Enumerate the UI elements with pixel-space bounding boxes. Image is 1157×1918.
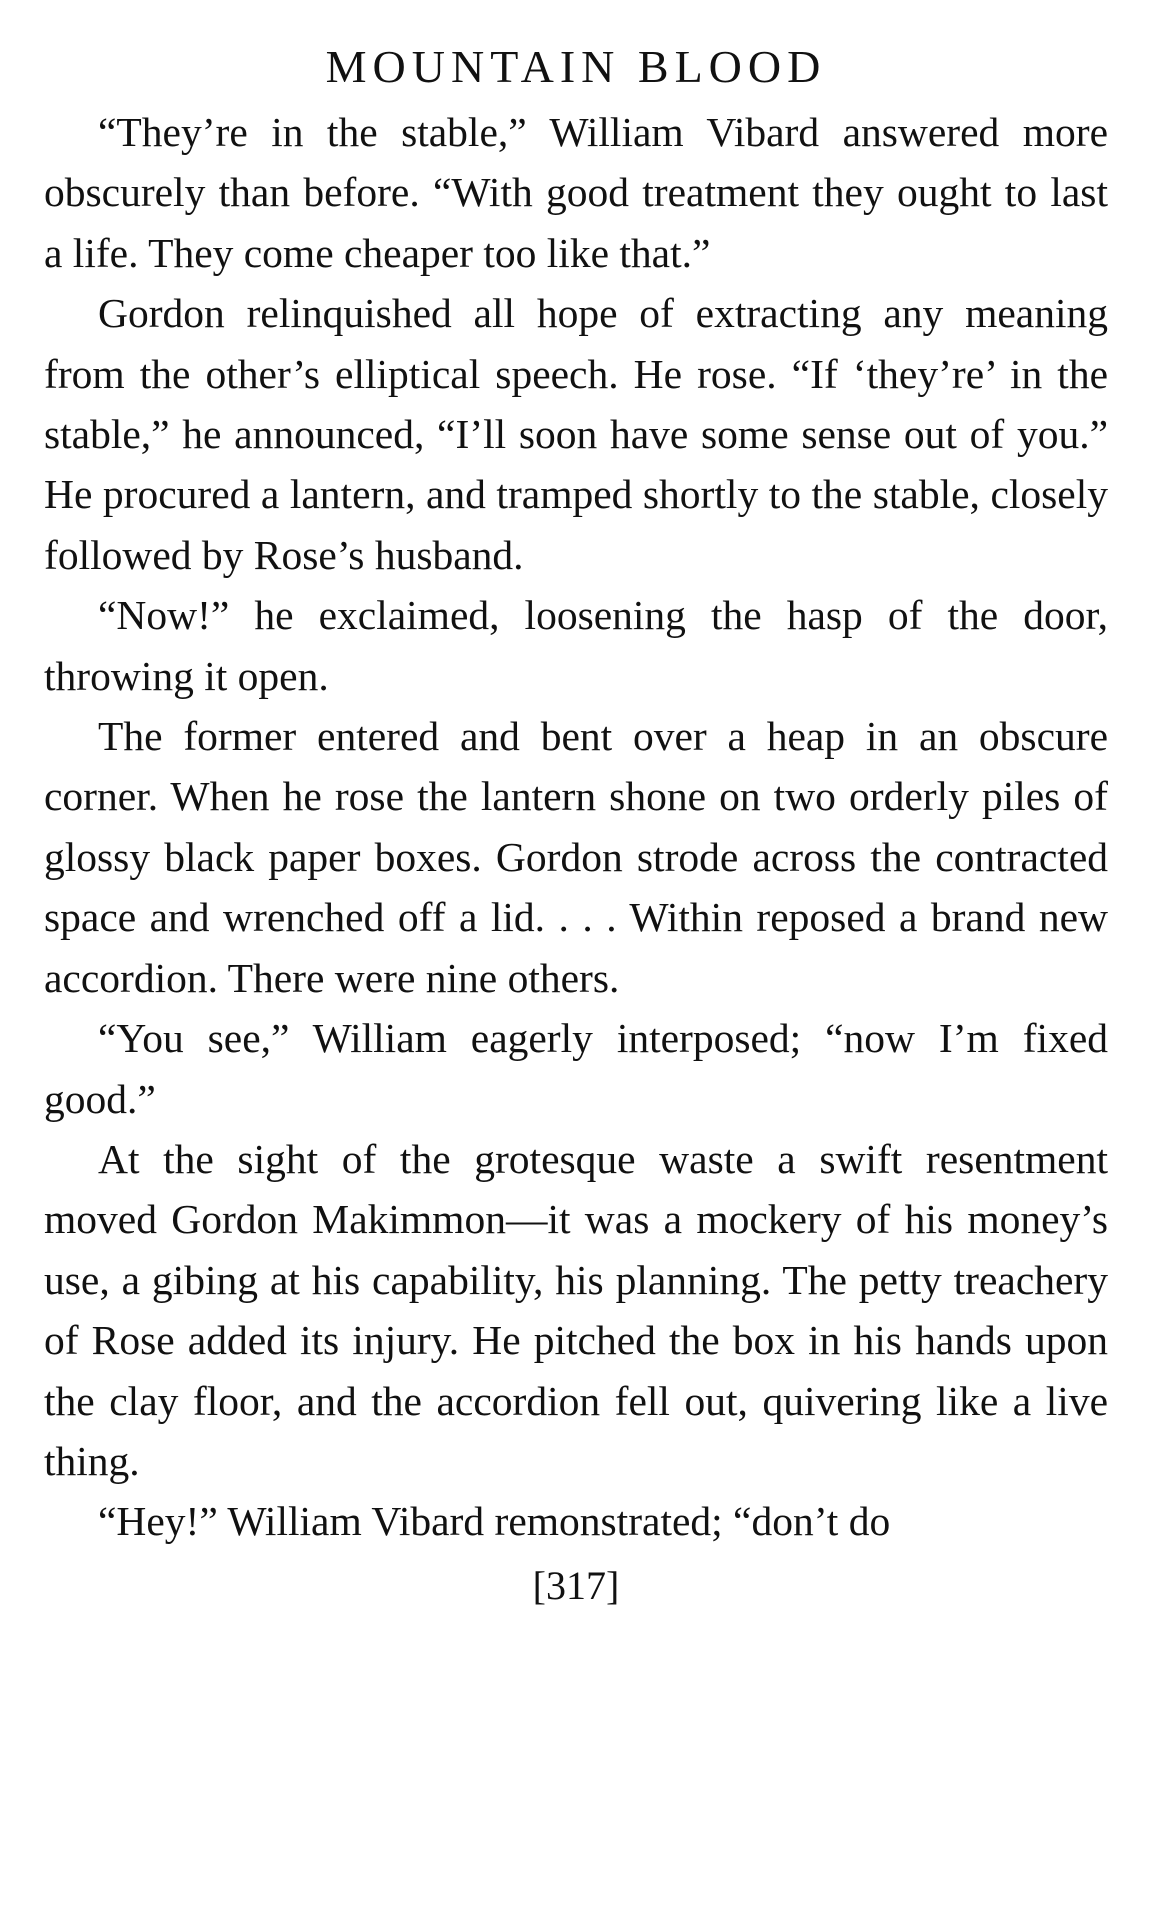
paragraph-6: At the sight of the grotesque waste a swift resentment moved Gordon Makimmon—it was a mockery of his money’s use, a gibing at his capability, his planning. The petty treachery of Rose added its injury. He pitched the box in his hands upon the clay floor, and the accordion fell out, quivering like a live thing. xyxy=(44,1135,1108,1484)
book-page xyxy=(44,36,1108,1614)
running-head: MOUNTAIN BLOOD xyxy=(325,41,827,92)
page-number: [317] xyxy=(532,1562,620,1608)
paragraph-4: The former entered and bent over a heap in an obscure corner. When he rose the lantern shone on two orderly piles of glossy black paper boxes. Gordon strode across the contracted space and wrenched off a lid. . . . Within reposed a brand new accordion. There were nine others. xyxy=(44,713,1108,1001)
paragraph-5: “You see,” William eagerly interposed; “now I’m fixed good.” xyxy=(44,1015,1108,1122)
paragraph-2: Gordon relinquished all hope of extracting any meaning from the other’s elliptical speech. He rose. “If ‘they’re’ in the stable,” he announced, “I’ll soon have some sense out of you.” He procured a lantern, and tramped shortly to the stable, closely followed by Rose’s husband. xyxy=(44,290,1108,578)
paragraph-7: “Hey!” William Vibard remonstrated; “don’t do xyxy=(98,1498,891,1545)
paragraph-3: “Now!” he exclaimed, loosening the hasp of the door, throwing it open. xyxy=(44,592,1108,699)
paragraph-1: “They’re in the stable,” William Vibard answered more obscurely than before. “With good treatment they ought to last a life. They come cheaper too like that.” xyxy=(44,109,1108,276)
